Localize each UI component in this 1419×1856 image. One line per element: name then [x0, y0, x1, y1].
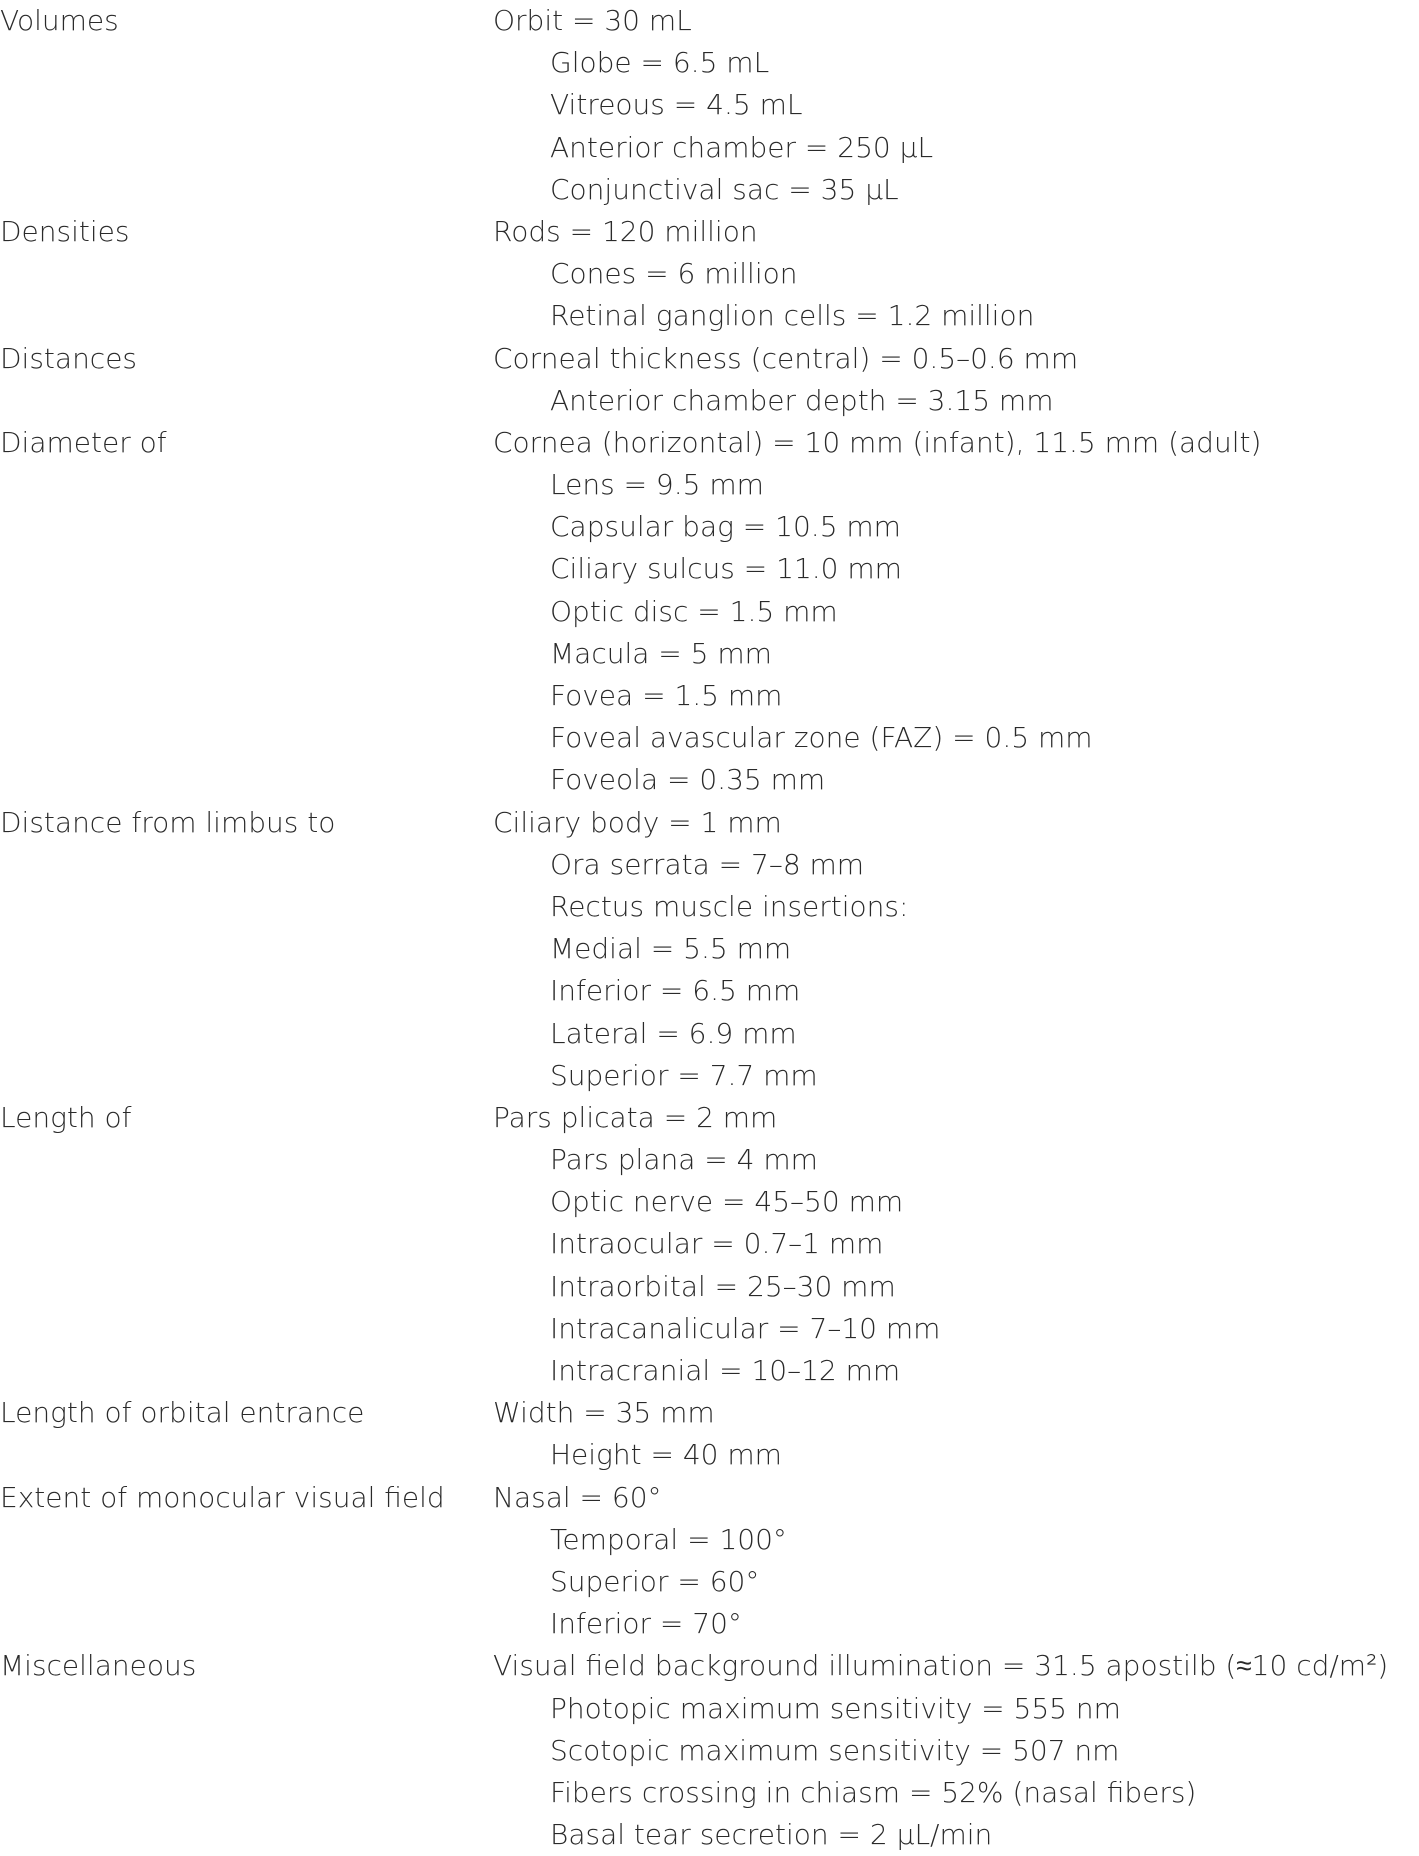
entry-text: Corneal thickness (central) = 0.5–0.6 mm	[493, 341, 1079, 375]
table-row	[0, 1266, 1419, 1308]
table-row	[0, 1434, 1419, 1476]
table-row	[0, 970, 1419, 1012]
sub-entry-text: Ora serrata = 7–8 mm	[550, 847, 865, 881]
entry-text: Visual field background illumination = 31.5 apostilb (≈10 cd/m²)	[493, 1649, 1389, 1683]
sub-entry-text: Intraorbital = 25–30 mm	[550, 1269, 896, 1303]
table-row	[0, 1013, 1419, 1055]
sub-entry-text: Intracranial = 10–12 mm	[550, 1354, 901, 1387]
entry-text: Nasal = 60°	[493, 1480, 662, 1514]
table-row	[0, 1730, 1419, 1772]
table-row	[0, 928, 1419, 970]
sub-entry-text: Photopic maximum sensitivity = 555 nm	[550, 1691, 1121, 1725]
table-row	[0, 422, 1419, 464]
table-row	[0, 717, 1419, 759]
table-row	[0, 1392, 1419, 1434]
category-label: Miscellaneous	[0, 1649, 197, 1683]
sub-entry-text: Temporal = 100°	[550, 1522, 787, 1556]
sub-entry-text: Anterior chamber = 250 μL	[550, 130, 934, 164]
table-row	[0, 506, 1419, 548]
sub-entry-text: Macula = 5 mm	[550, 636, 772, 670]
sub-entry-text: Scotopic maximum sensitivity = 507 nm	[550, 1733, 1120, 1767]
table-row	[0, 1688, 1419, 1730]
table-row	[0, 169, 1419, 211]
sub-entry-text: Capsular bag = 10.5 mm	[550, 510, 901, 544]
table-row	[0, 1519, 1419, 1561]
category-label: Length of orbital entrance	[0, 1396, 365, 1430]
table-row	[0, 127, 1419, 169]
table-row	[0, 1223, 1419, 1265]
sub-entry-text: Rectus muscle insertions:	[550, 889, 909, 923]
sub-entry-text: Inferior = 70°	[550, 1607, 742, 1641]
entry-text: Pars plicata = 2 mm	[493, 1100, 778, 1134]
table-row	[0, 84, 1419, 126]
sub-entry-text: Fibers crossing in chiasm = 52% (nasal fibers)	[550, 1775, 1197, 1809]
sub-entry-text: Inferior = 6.5 mm	[550, 974, 801, 1008]
sub-entry-text: Ciliary sulcus = 11.0 mm	[550, 552, 902, 586]
sub-entry-text: Lens = 9.5 mm	[550, 468, 764, 502]
sub-entry-text: Foveola = 0.35 mm	[550, 763, 826, 797]
table-row	[0, 759, 1419, 801]
sub-entry-text: Superior = 7.7 mm	[550, 1058, 818, 1092]
table-row	[0, 380, 1419, 422]
sub-entry-text: Retinal ganglion cells = 1.2 million	[550, 299, 1035, 333]
entry-text: Width = 35 mm	[493, 1396, 715, 1430]
sub-entry-text: Vitreous = 4.5 mL	[550, 88, 803, 122]
table-row	[0, 1645, 1419, 1687]
category-label: Distances	[0, 341, 138, 375]
entry-text: Rods = 120 million	[493, 214, 758, 248]
table-row	[0, 1097, 1419, 1139]
table-row	[0, 802, 1419, 844]
table-row	[0, 675, 1419, 717]
sub-entry-text: Foveal avascular zone (FAZ) = 0.5 mm	[550, 721, 1093, 755]
sub-entry-text: Intracanalicular = 7–10 mm	[550, 1311, 941, 1345]
sub-entry-text: Intraocular = 0.7–1 mm	[550, 1227, 884, 1261]
sub-entry-text: Conjunctival sac = 35 μL	[550, 172, 899, 206]
category-label: Diameter of	[0, 425, 167, 459]
category-label: Length of	[0, 1100, 132, 1134]
table-row	[0, 1350, 1419, 1392]
table-row	[0, 1561, 1419, 1603]
sub-entry-text: Superior = 60°	[550, 1564, 760, 1598]
table-row	[0, 211, 1419, 253]
sub-entry-text: Optic nerve = 45–50 mm	[550, 1185, 904, 1219]
table-row	[0, 295, 1419, 337]
table-row	[0, 548, 1419, 590]
entry-text: Ciliary body = 1 mm	[493, 805, 782, 839]
table-row	[0, 1055, 1419, 1097]
sub-entry-text: Cones = 6 million	[550, 257, 798, 291]
category-label: Distance from limbus to	[0, 805, 336, 839]
entry-text: Cornea (horizontal) = 10 mm (infant), 11.5 mm (adult)	[493, 425, 1262, 459]
sub-entry-text: Medial = 5.5 mm	[550, 932, 792, 966]
table-row	[0, 338, 1419, 380]
table-row	[0, 253, 1419, 295]
table-row	[0, 1814, 1419, 1856]
category-label: Extent of monocular visual field	[0, 1480, 445, 1514]
category-label: Volumes	[0, 4, 119, 37]
table-row	[0, 633, 1419, 675]
table-row	[0, 1181, 1419, 1223]
table-row	[0, 1477, 1419, 1519]
category-label: Densities	[0, 214, 130, 248]
sub-entry-text: Globe = 6.5 mL	[550, 46, 770, 80]
table-row	[0, 591, 1419, 633]
table-row	[0, 464, 1419, 506]
table-row	[0, 1772, 1419, 1814]
table-row	[0, 1603, 1419, 1645]
sub-entry-text: Anterior chamber depth = 3.15 mm	[550, 383, 1054, 417]
sub-entry-text: Pars plana = 4 mm	[550, 1143, 818, 1177]
sub-entry-text: Lateral = 6.9 mm	[550, 1016, 797, 1050]
sub-entry-text: Basal tear secretion = 2 μL/min	[550, 1818, 993, 1852]
sub-entry-text: Height = 40 mm	[550, 1438, 782, 1472]
table-row	[0, 1139, 1419, 1181]
table-row	[0, 886, 1419, 928]
entry-text: Orbit = 30 mL	[493, 4, 692, 37]
table-row	[0, 0, 1419, 42]
table-row	[0, 42, 1419, 84]
sub-entry-text: Fovea = 1.5 mm	[550, 679, 783, 712]
table-row	[0, 1308, 1419, 1350]
sub-entry-text: Optic disc = 1.5 mm	[550, 594, 838, 628]
table-row	[0, 844, 1419, 886]
